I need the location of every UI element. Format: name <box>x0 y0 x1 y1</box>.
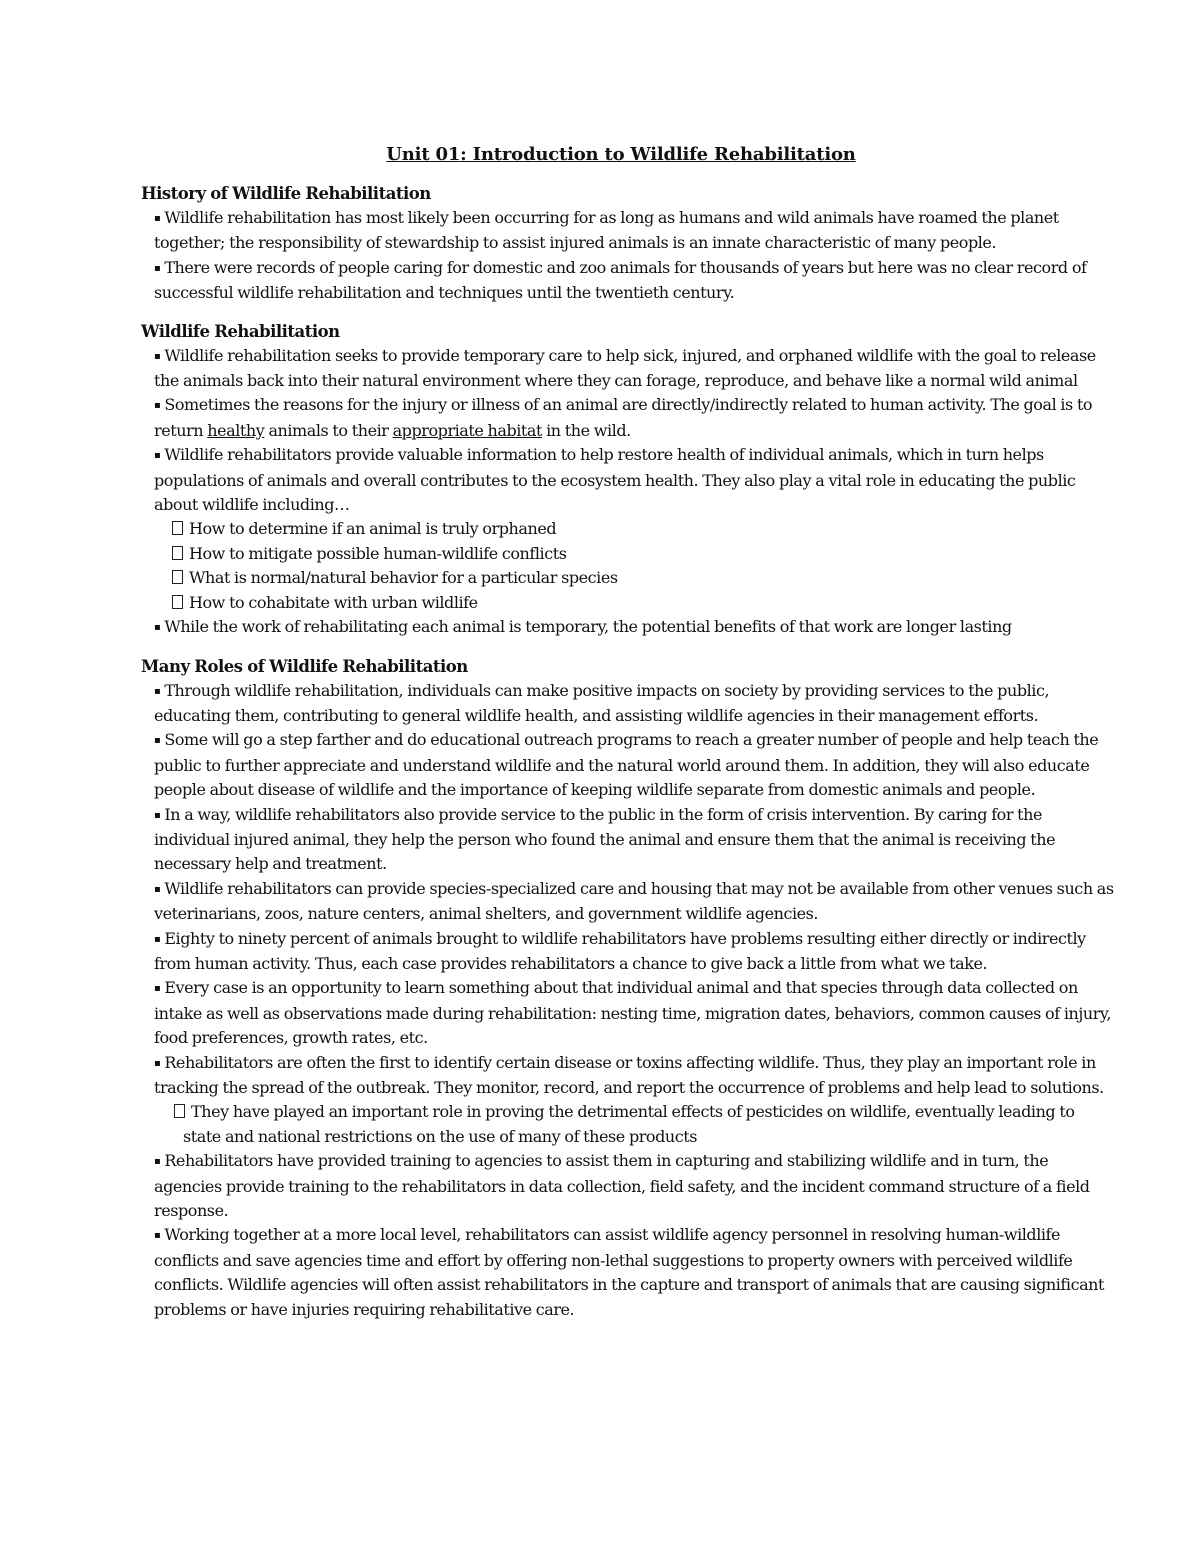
list-item-text: Rehabilitators have provided training to agencies to assist them in capturing and stabilizing wildlife and in turn, the agencies provide training to the rehabilitators in data collection, field safety, and the incident command structure of a field response. <box>154 1151 1090 1221</box>
missing-glyph-box-icon <box>172 521 183 535</box>
sub-bullet-list <box>141 517 1116 615</box>
list-item <box>154 728 1116 802</box>
list-item <box>154 615 1116 640</box>
list-item-text: Sometimes the reasons for the injury or illness of an animal are directly/indirectly related to human activity. The goal is to return <box>154 395 1093 440</box>
list-item-text: There were records of people caring for domestic and zoo animals for thousands of years but here was no clear record of successful wildlife rehabilitation and techniques until the twentieth century. <box>154 257 1087 303</box>
list-item-text: Every case is an opportunity to learn something about that individual animal and that species through data collected on intake as well as observations made during rehabilitation: nesting time, migration dates, behaviors, common causes of injury, food preferences, growth rates, etc. <box>154 978 1112 1048</box>
bullet-list <box>141 679 1116 1101</box>
bullet-list <box>141 344 1116 518</box>
list-item-text: Some will go a step farther and do educational outreach programs to reach a greater number of people and help teach the public to further appreciate and understand wildlife and the natural world around them. In addition, they will also educate people about disease of wildlife and the importance of keeping wildlife separate from domestic animals and people. <box>154 730 1099 800</box>
square-bullet-icon: ▪ <box>154 350 161 362</box>
section-many-roles <box>141 655 1116 1323</box>
list-item <box>154 927 1116 977</box>
sub-list-item-text: What is normal/natural behavior for a particular species <box>189 568 618 588</box>
list-item-text: Working together at a more local level, rehabilitators can assist wildlife agency personnel in resolving human-wildlife conflicts and save agencies time and effort by offering non-lethal suggestions to property owners with perceived wildlife conflicts. Wildlife agencies will often assist rehabilitators in the capture and transport of animals that are causing significant problems or have injuries requiring rehabilitative care. <box>154 1225 1105 1319</box>
underlined-text: healthy <box>207 420 265 440</box>
square-bullet-icon: ▪ <box>154 933 161 945</box>
sub-list-item-text: How to cohabitate with urban wildlife <box>189 592 478 612</box>
list-item <box>154 877 1116 927</box>
list-item-text: Wildlife rehabilitators can provide species-specialized care and housing that may not be available from other venues such as veterinarians, zoos, nature centers, animal shelters, and government wildlife agencies. <box>154 878 1114 924</box>
bullet-list <box>141 615 1116 640</box>
square-bullet-icon: ▪ <box>154 809 161 821</box>
bullet-list <box>141 206 1116 306</box>
page-title: Unit 01: Introduction to Wildlife Rehabilitation <box>386 144 856 165</box>
list-item <box>154 803 1116 877</box>
square-bullet-icon: ▪ <box>154 1156 161 1168</box>
sub-list-item <box>172 542 1116 566</box>
section-wildlife-rehabilitation <box>141 320 1116 641</box>
list-item <box>154 1149 1116 1223</box>
list-item-text: Wildlife rehabilitators provide valuable information to help restore health of individual animals, which in turn helps populations of animals and overall contributes to the ecosystem health. They also play a vital role in educating the public about wildlife including… <box>154 445 1076 515</box>
list-item <box>154 1051 1116 1101</box>
list-item <box>154 206 1116 256</box>
list-item-text: Wildlife rehabilitation has most likely been occurring for as long as humans and wild animals have roamed the planet together; the responsibility of stewardship to assist injured animals is an innate characteristic of many people. <box>154 208 1059 253</box>
missing-glyph-box-icon <box>172 570 183 584</box>
sub-list-item-text: They have played an important role in proving the detrimental effects of pesticides on wildlife, eventually leading to <box>191 1102 1075 1122</box>
square-bullet-icon: ▪ <box>154 450 161 462</box>
sub-list-item <box>174 1100 1116 1124</box>
square-bullet-icon: ▪ <box>154 735 161 747</box>
underlined-text: appropriate habitat <box>392 420 542 440</box>
section-heading: History of Wildlife Rehabilitation <box>141 184 431 203</box>
sub-bullet-list <box>141 1100 1116 1124</box>
sub-list-item <box>172 566 1116 590</box>
list-item-text: animals to their <box>264 420 393 440</box>
square-bullet-icon: ▪ <box>154 262 161 274</box>
list-item-text: While the work of rehabilitating each animal is temporary, the potential benefits of that work are longer lasting <box>164 617 1012 637</box>
square-bullet-icon: ▪ <box>154 1057 161 1069</box>
continuation-text: state and national restrictions on the use of many of these products <box>183 1126 698 1146</box>
sub-list-item-text: How to mitigate possible human-wildlife conflicts <box>189 543 567 563</box>
square-bullet-icon: ▪ <box>154 983 161 995</box>
square-bullet-icon: ▪ <box>154 1230 161 1242</box>
missing-glyph-box-icon <box>172 595 183 609</box>
sub-list-item <box>172 517 1116 541</box>
square-bullet-icon: ▪ <box>154 213 161 224</box>
section-heading: Wildlife Rehabilitation <box>141 321 340 341</box>
list-item <box>154 679 1116 729</box>
section-history <box>141 182 1116 306</box>
list-item <box>154 256 1116 306</box>
square-bullet-icon: ▪ <box>154 883 161 895</box>
list-item-text: Eighty to ninety percent of animals brought to wildlife rehabilitators have problems resulting either directly or indirectly from human activity. Thus, each case provides rehabilitators a chance to give back a little from what we take. <box>154 928 1086 973</box>
list-item <box>154 1223 1116 1322</box>
list-item <box>154 443 1116 517</box>
list-item-text: Through wildlife rehabilitation, individuals can make positive impacts on society by providing services to the public, educating them, contributing to general wildlife health, and assisting wildlife agencies in their management efforts. <box>154 680 1050 725</box>
list-item <box>154 344 1116 394</box>
list-item-text: Rehabilitators are often the first to identify certain disease or toxins affecting wildlife. Thus, they play an important role in tracking the spread of the outbreak. They monitor, record, and report the occurrence of problems and help lead to solutions. <box>154 1052 1104 1097</box>
document-body <box>141 182 1116 1322</box>
bullet-list <box>141 1149 1116 1322</box>
square-bullet-icon: ▪ <box>154 685 161 697</box>
list-item <box>154 976 1116 1050</box>
sub-list-item-text: How to determine if an animal is truly orphaned <box>189 519 557 539</box>
missing-glyph-box-icon <box>172 546 183 560</box>
list-item-text: Wildlife rehabilitation seeks to provide temporary care to help sick, injured, and orphaned wildlife with the goal to release the animals back into their natural environment where they can forage, reproduce, and behave like a normal wild animal <box>154 345 1096 391</box>
square-bullet-icon: ▪ <box>154 400 161 412</box>
sub-list-item <box>172 591 1116 615</box>
missing-glyph-box-icon <box>174 1104 185 1118</box>
section-heading: Many Roles of Wildlife Rehabilitation <box>141 656 468 676</box>
list-item <box>154 393 1116 443</box>
square-bullet-icon: ▪ <box>154 622 161 634</box>
list-item-text: in the wild. <box>541 420 631 440</box>
list-item-text: In a way, wildlife rehabilitators also provide service to the public in the form of crisis intervention. By caring for the individual injured animal, they help the person who found the animal and ensure them that the animal is receiving the necessary help and treatment. <box>154 804 1056 874</box>
